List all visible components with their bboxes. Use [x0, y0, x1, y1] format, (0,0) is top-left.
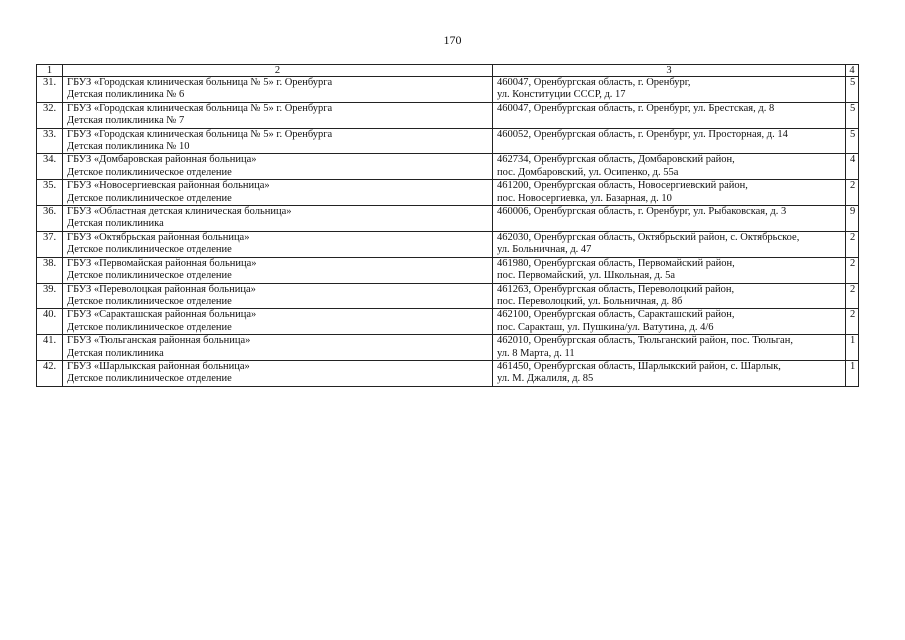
institution-name: ГБУЗ «Городская клиническая больница № 5» г. Оренбурга [67, 77, 333, 88]
institution-name: ГБУЗ «Городская клиническая больница № 5» г. Оренбурга [67, 128, 333, 140]
table-header-row [37, 65, 859, 77]
address-line: пос. Первомайский, ул. Школьная, д. 5а [497, 270, 676, 282]
address-cell [493, 128, 846, 154]
institution-cell [63, 231, 493, 257]
row-number: 34. [37, 154, 63, 180]
address-line: 460047, Оренбургская область, г. Оренбург, ул. Брестская, д. 8 [497, 102, 775, 114]
institution-department: Детское поликлиническое отделение [67, 321, 232, 333]
institution-cell [63, 77, 493, 103]
address-line: пос. Новосергиевка, ул. Базарная, д. 10 [497, 192, 672, 204]
address-line: ул. М. Джалиля, д. 85 [497, 373, 594, 385]
address-line: пос. Переволоцкий, ул. Больничная, д. 8б [497, 295, 683, 307]
row-number: 39. [37, 283, 63, 309]
institution-name: ГБУЗ «Городская клиническая больница № 5» г. Оренбурга [67, 102, 333, 114]
address-line: 461450, Оренбургская область, Шарлыкский район, с. Шарлык, [497, 360, 781, 372]
row-number: 42. [37, 360, 63, 386]
institution-name: ГБУЗ «Переволоцкая районная больница» [67, 283, 256, 295]
address-cell [493, 283, 846, 309]
count-cell: 5 [846, 102, 859, 128]
count-cell: 1 [846, 360, 859, 386]
address-line [497, 115, 841, 127]
table-row [37, 154, 859, 180]
row-number: 31. [37, 77, 63, 103]
table-row [37, 360, 859, 386]
institution-cell [63, 128, 493, 154]
address-line: пос. Домбаровский, ул. Осипенко, д. 55а [497, 166, 679, 178]
table-row [37, 128, 859, 154]
institution-department: Детское поликлиническое отделение [67, 295, 232, 307]
count-cell: 9 [846, 206, 859, 232]
address-cell [493, 309, 846, 335]
count-cell: 2 [846, 283, 859, 309]
institution-cell [63, 257, 493, 283]
count-cell: 1 [846, 335, 859, 361]
table-row [37, 102, 859, 128]
institution-department: Детская поликлиника № 10 [67, 141, 190, 153]
institution-name: ГБУЗ «Шарлыкская районная больница» [67, 360, 250, 372]
table-row [37, 77, 859, 103]
institution-name: ГБУЗ «Саракташская районная больница» [67, 309, 257, 321]
institution-department: Детская поликлиника № 7 [67, 115, 185, 127]
table-row [37, 283, 859, 309]
address-line: пос. Саракташ, ул. Пушкина/ул. Ватутина, д. 4/6 [497, 321, 714, 333]
address-cell [493, 206, 846, 232]
row-number: 35. [37, 180, 63, 206]
table-row [37, 335, 859, 361]
institution-cell [63, 154, 493, 180]
header-col-4: 4 [846, 65, 859, 77]
table-row [37, 257, 859, 283]
address-line: 461980, Оренбургская область, Первомайский район, [497, 257, 735, 269]
address-line: ул. Конституции СССР, д. 17 [497, 89, 626, 101]
address-line: ул. Больничная, д. 47 [497, 244, 592, 256]
header-col-3: 3 [493, 65, 846, 77]
institution-department: Детская поликлиника [67, 218, 164, 230]
address-cell [493, 180, 846, 206]
institution-department: Детское поликлиническое отделение [67, 373, 232, 385]
institution-name: ГБУЗ «Тюльганская районная больница» [67, 335, 251, 347]
table-body [37, 77, 859, 387]
table-row [37, 180, 859, 206]
address-cell [493, 102, 846, 128]
address-line: ул. 8 Марта, д. 11 [497, 347, 575, 359]
count-cell: 4 [846, 154, 859, 180]
institution-cell [63, 283, 493, 309]
institution-cell [63, 335, 493, 361]
count-cell: 2 [846, 180, 859, 206]
table-row [37, 309, 859, 335]
institution-name: ГБУЗ «Домбаровская районная больница» [67, 154, 257, 166]
address-line: 461263, Оренбургская область, Переволоцкий район, [497, 283, 735, 295]
address-line [497, 218, 841, 230]
table-row [37, 206, 859, 232]
institution-cell [63, 206, 493, 232]
institutions-table [36, 64, 859, 387]
institution-name: ГБУЗ «Областная детская клиническая больница» [67, 206, 292, 218]
row-number: 37. [37, 231, 63, 257]
address-line: 462734, Оренбургская область, Домбаровский район, [497, 154, 735, 166]
count-cell: 5 [846, 128, 859, 154]
address-line [497, 141, 841, 153]
row-number: 38. [37, 257, 63, 283]
address-line: 462100, Оренбургская область, Саракташский район, [497, 309, 735, 321]
count-cell: 2 [846, 257, 859, 283]
address-cell [493, 154, 846, 180]
page-number: 170 [443, 33, 462, 47]
institution-name: ГБУЗ «Новосергиевская районная больница» [67, 180, 270, 192]
institution-department: Детское поликлиническое отделение [67, 166, 232, 178]
institution-name: ГБУЗ «Первомайская районная больница» [67, 257, 257, 269]
row-number: 33. [37, 128, 63, 154]
institution-name: ГБУЗ «Октябрьская районная больница» [67, 231, 250, 243]
address-line: 460047, Оренбургская область, г. Оренбург, [497, 77, 691, 88]
header-col-2: 2 [63, 65, 493, 77]
institution-department: Детское поликлиническое отделение [67, 270, 232, 282]
address-cell [493, 77, 846, 103]
address-line: 461200, Оренбургская область, Новосергиевский район, [497, 180, 748, 192]
row-number: 36. [37, 206, 63, 232]
institution-cell [63, 309, 493, 335]
count-cell: 5 [846, 77, 859, 103]
address-cell [493, 257, 846, 283]
address-cell [493, 335, 846, 361]
institution-cell [63, 102, 493, 128]
address-cell [493, 231, 846, 257]
address-line: 462010, Оренбургская область, Тюльганский район, пос. Тюльган, [497, 335, 793, 347]
row-number: 40. [37, 309, 63, 335]
institution-department: Детское поликлиническое отделение [67, 192, 232, 204]
table-row [37, 231, 859, 257]
count-cell: 2 [846, 231, 859, 257]
header-col-1: 1 [37, 65, 63, 77]
count-cell: 2 [846, 309, 859, 335]
address-line: 460052, Оренбургская область, г. Оренбург, ул. Просторная, д. 14 [497, 128, 788, 140]
institution-cell [63, 360, 493, 386]
row-number: 41. [37, 335, 63, 361]
address-cell [493, 360, 846, 386]
address-line: 462030, Оренбургская область, Октябрьский район, с. Октябрьское, [497, 231, 800, 243]
institution-department: Детская поликлиника № 6 [67, 89, 185, 101]
institution-cell [63, 180, 493, 206]
address-line: 460006, Оренбургская область, г. Оренбург, ул. Рыбаковская, д. 3 [497, 206, 787, 218]
institution-department: Детская поликлиника [67, 347, 164, 359]
row-number: 32. [37, 102, 63, 128]
institution-department: Детское поликлиническое отделение [67, 244, 232, 256]
